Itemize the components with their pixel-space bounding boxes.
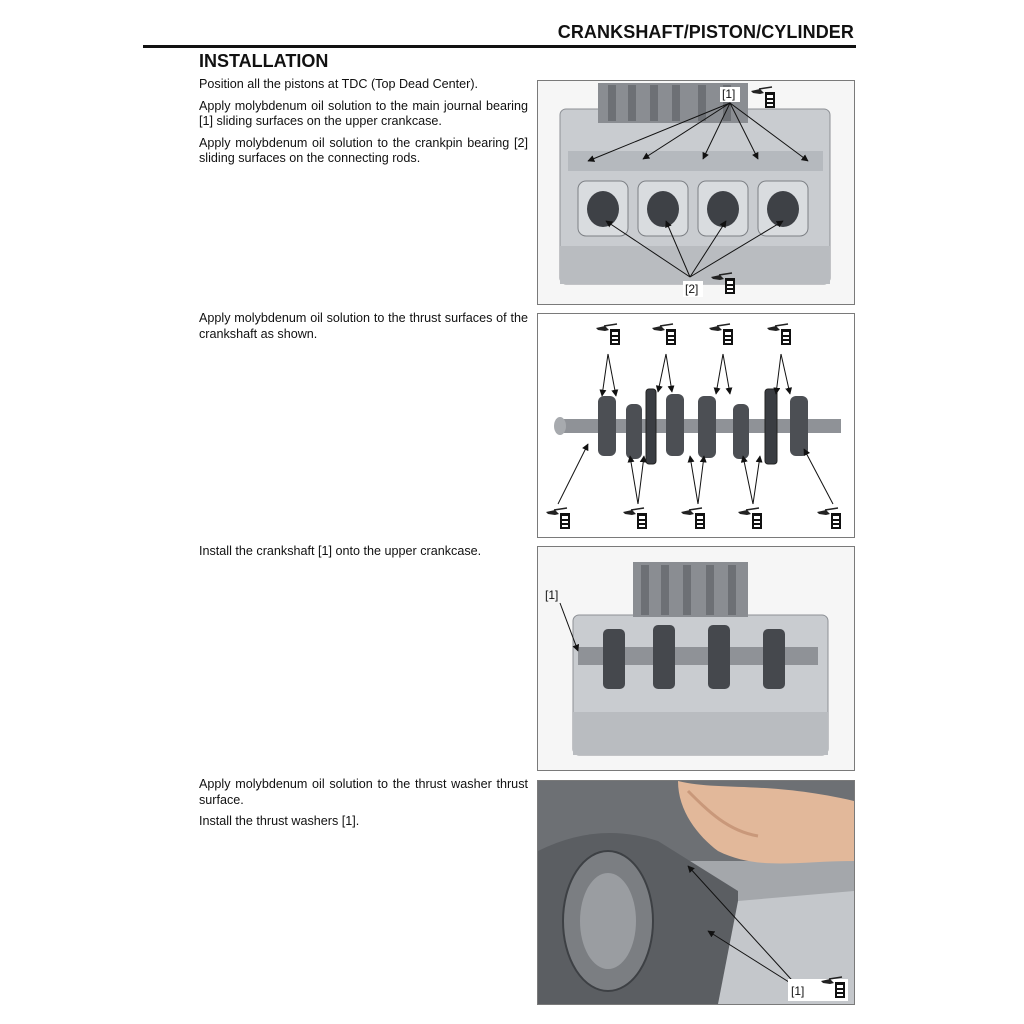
- page-header-title: CRANKSHAFT/PISTON/CYLINDER: [557, 22, 854, 42]
- upper-crankcase-illustration: [538, 81, 854, 304]
- callout-thrust-washers: [1]: [791, 984, 805, 998]
- figure-thrust-washers: [537, 780, 855, 1005]
- step-1-paragraph: Apply molybdenum oil solution to the crankpin bearing [2] sliding surfaces on the connecting rods.: [199, 135, 528, 165]
- step-2-text: [199, 311, 528, 348]
- step-1-text: [199, 77, 528, 173]
- figure-upper-crankcase-bearings: [537, 80, 855, 305]
- section-title: INSTALLATION: [199, 51, 329, 71]
- step-4-text: [199, 777, 528, 836]
- thrust-washer-photo-illustration: [538, 781, 854, 1004]
- installed-crankshaft-illustration: [538, 547, 854, 770]
- crankshaft-illustration: [538, 314, 854, 537]
- step-4-paragraph: Apply molybdenum oil solution to the thrust washer thrust surface.: [199, 777, 528, 807]
- callout-crankshaft: [1]: [545, 588, 559, 602]
- step-2-paragraph: Apply molybdenum oil solution to the thrust surfaces of the crankshaft as shown.: [199, 311, 528, 341]
- callout-main-journal: [1]: [722, 87, 736, 101]
- step-1-paragraph: Position all the pistons at TDC (Top Dead Center).: [199, 77, 479, 91]
- step-1-paragraph: Apply molybdenum oil solution to the main journal bearing [1] sliding surfaces on the upper crankcase.: [199, 98, 528, 128]
- callout-crankpin: [2]: [685, 282, 699, 296]
- figure-crankshaft-installed: [537, 546, 855, 771]
- figure-crankshaft-thrust-surfaces: [537, 313, 855, 538]
- header-rule: [143, 45, 856, 48]
- step-4-paragraph: Install the thrust washers [1].: [199, 814, 360, 828]
- step-3-paragraph: Install the crankshaft [1] onto the upper crankcase.: [199, 544, 482, 558]
- step-3-text: [199, 544, 528, 566]
